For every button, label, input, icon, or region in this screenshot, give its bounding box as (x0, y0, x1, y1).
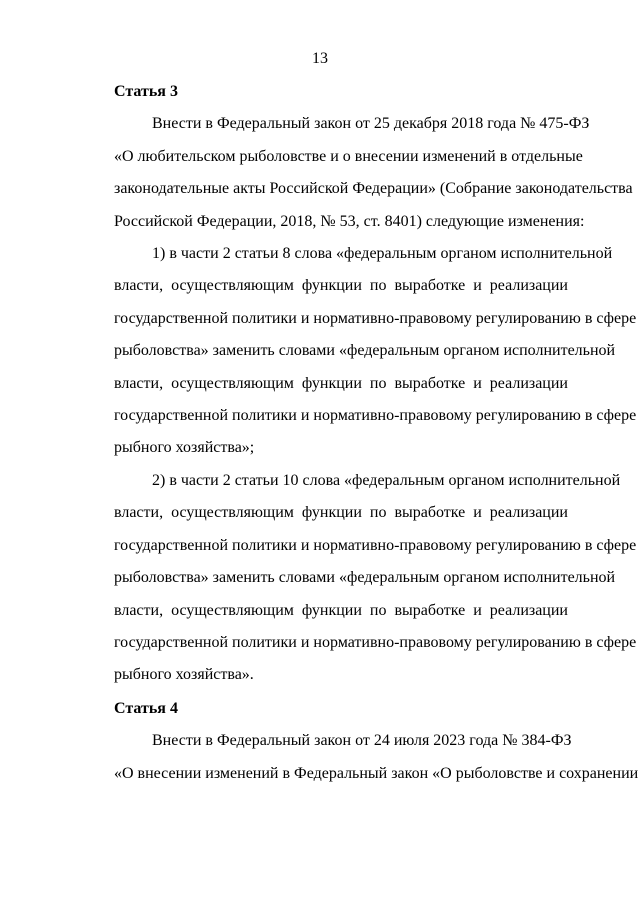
page-number: 13 (312, 50, 328, 67)
text-line: власти, осуществляющим функции по выработке и реализации (114, 601, 568, 619)
article-4-intro (76, 725, 639, 790)
text-line: государственной политики и нормативно-правовому регулированию в сфере (114, 633, 637, 651)
text-line: «О любительском рыболовстве и о внесении изменений в отдельные (114, 147, 583, 165)
text-line: Внести в Федеральный закон от 24 июля 2023 года № 384-ФЗ (152, 732, 572, 750)
text-line: рыбного хозяйства»; (114, 439, 255, 457)
text-line: власти, осуществляющим функции по выработке и реализации (114, 277, 568, 295)
article-3-item-1 (76, 238, 637, 465)
text-line: власти, осуществляющим функции по выработке и реализации (114, 374, 568, 392)
text-line: рыбного хозяйства». (114, 666, 254, 684)
text-line: Российской Федерации, 2018, № 53, ст. 8401) следующие изменения: (114, 212, 585, 230)
article-3-intro (76, 108, 633, 238)
text-line: государственной политики и нормативно-правовому регулированию в сфере (114, 407, 637, 425)
text-line: 1) в части 2 статьи 8 слова «федеральным органом исполнительной (152, 245, 613, 263)
text-line: рыболовства» заменить словами «федеральным органом исполнительной (114, 569, 616, 587)
document-body (76, 76, 639, 790)
article-3-heading: Статья 3 (114, 83, 178, 100)
text-line: «О внесении изменений в Федеральный закон «О рыболовстве и сохранении (114, 764, 639, 782)
text-line: государственной политики и нормативно-правовому регулированию в сфере (114, 536, 637, 554)
article-3-item-2 (76, 465, 637, 692)
text-line: Внести в Федеральный закон от 25 декабря 2018 года № 475-ФЗ (152, 115, 590, 133)
article-4-heading: Статья 4 (114, 699, 178, 717)
text-line: рыболовства» заменить словами «федеральным органом исполнительной (114, 342, 616, 360)
text-line: 2) в части 2 статьи 10 слова «федеральным органом исполнительной (152, 471, 621, 489)
text-line: законодательные акты Российской Федерации» (Собрание законодательства (114, 180, 633, 198)
text-line: государственной политики и нормативно-правовому регулированию в сфере (114, 309, 637, 327)
text-line: власти, осуществляющим функции по выработке и реализации (114, 504, 568, 522)
